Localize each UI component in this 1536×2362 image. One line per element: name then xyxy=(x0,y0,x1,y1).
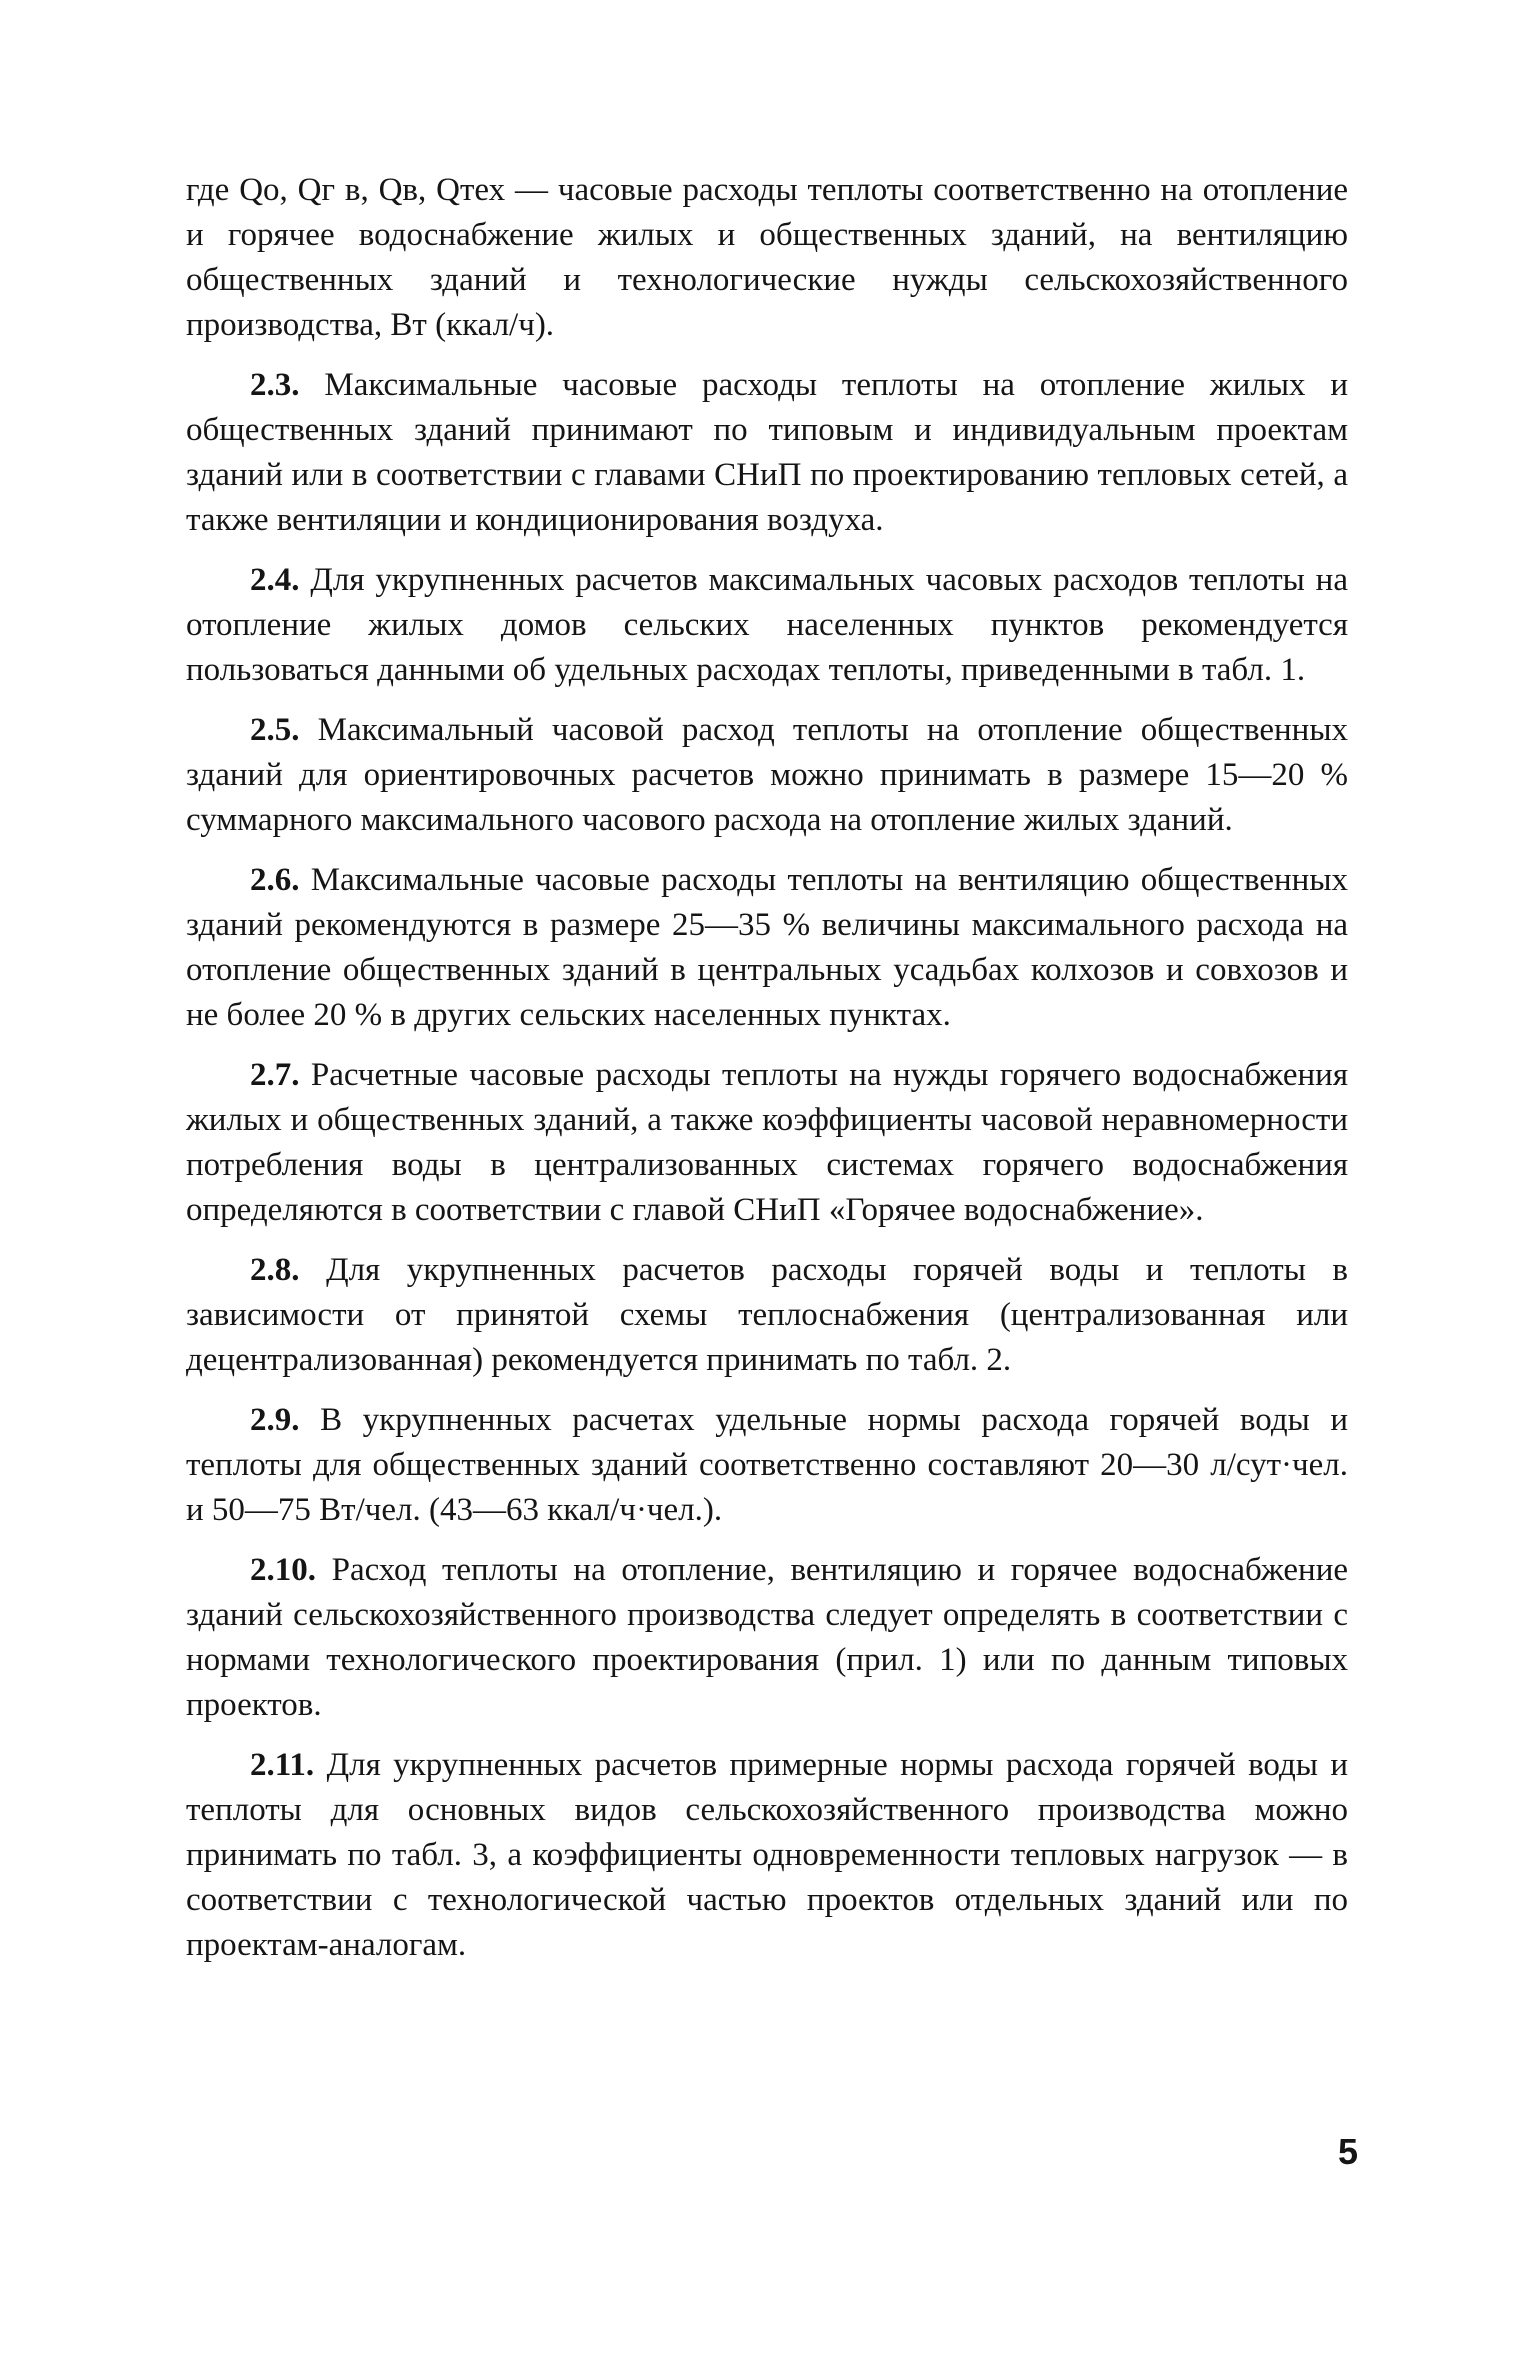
paragraph-2-6 xyxy=(186,858,1348,1038)
paragraph-number: 2.5. xyxy=(250,712,300,748)
paragraph-2-8 xyxy=(186,1248,1348,1383)
paragraph-number: 2.6. xyxy=(250,862,300,898)
paragraph-number: 2.4. xyxy=(250,562,300,598)
paragraph-text: Максимальный часовой расход теплоты на отопление общественных зданий для ориентировочных расчетов можно принимать в размере 15—20 % суммарного максимального часового расхода на отопление жилых зданий. xyxy=(186,712,1349,838)
paragraph-2-7 xyxy=(186,1053,1348,1233)
paragraph-2-11 xyxy=(186,1743,1348,1968)
paragraph-text: Расчетные часовые расходы теплоты на нужды горячего водоснабжения жилых и общественных зданий, а также коэффициенты часовой неравномерности потребления воды в централизованных системах горячего водоснабжения определяются в соответствии с главой СНиП «Горячее водоснабжение». xyxy=(186,1057,1349,1228)
paragraph-2-10 xyxy=(186,1548,1348,1728)
page-number: 5 xyxy=(1337,2131,1358,2172)
paragraph-number: 2.3. xyxy=(250,367,300,403)
paragraph-text: Максимальные часовые расходы теплоты на отопление жилых и общественных зданий принимают по типовым и индивидуальным проектам зданий или в соответствии с главами СНиП по проектированию тепловых сетей, а также вентиляции и кондиционирования воздуха. xyxy=(186,367,1349,538)
paragraph-number: 2.10. xyxy=(250,1552,316,1588)
paragraph-number: 2.11. xyxy=(250,1747,315,1783)
paragraph-2-4 xyxy=(186,558,1348,693)
paragraph-text: В укрупненных расчетах удельные нормы расхода горячей воды и теплоты для общественных зданий соответственно составляют 20—30 л/сут·чел. и 50—75 Вт/чел. (43—63 ккал/ч·чел.). xyxy=(186,1402,1349,1528)
paragraph-text: Для укрупненных расчетов примерные нормы расхода горячей воды и теплоты для основных видов сельскохозяйственного производства можно принимать по табл. 3, а коэффициенты одновременности тепловых нагрузок — в соответствии с технологической частью проектов отдельных зданий или по проектам-аналогам. xyxy=(186,1747,1349,1963)
paragraph-2-9 xyxy=(186,1398,1348,1533)
paragraph-number: 2.9. xyxy=(250,1402,300,1438)
paragraph-text: Максимальные часовые расходы теплоты на вентиляцию общественных зданий рекомендуются в размере 25—35 % величины максимального расхода на отопление общественных зданий в центральных усадьбах колхозов и совхозов и не более 20 % в других сельских населенных пунктах. xyxy=(186,862,1349,1033)
paragraph-2-3 xyxy=(186,363,1348,543)
paragraph-text: Для укрупненных расчетов расходы горячей воды и теплоты в зависимости от принятой схемы теплоснабжения (централизованная или децентрализованная) рекомендуется принимать по табл. 2. xyxy=(186,1252,1349,1378)
intro-paragraph: где Qo, Qг в, Qв, Qтех — часовые расходы теплоты соответственно на отопление и горячее водоснабжение жилых и общественных зданий, на вентиляцию общественных зданий и технологические нужды сельскохозяйственного производства, Вт (ккал/ч). xyxy=(186,172,1348,343)
document-page xyxy=(186,168,1348,1983)
paragraph-2-5 xyxy=(186,708,1348,843)
paragraph-text: Расход теплоты на отопление, вентиляцию и горячее водоснабжение зданий сельскохозяйственного производства следует определять в соответствии с нормами технологического проектирования (прил. 1) или по данным типовых проектов. xyxy=(186,1552,1348,1723)
paragraph-number: 2.8. xyxy=(250,1252,300,1288)
paragraph-text: Для укрупненных расчетов максимальных часовых расходов теплоты на отопление жилых домов сельских населенных пунктов рекомендуется пользоваться данными об удельных расходах теплоты, приведенными в табл. 1. xyxy=(186,562,1348,688)
paragraph-number: 2.7. xyxy=(250,1057,300,1093)
